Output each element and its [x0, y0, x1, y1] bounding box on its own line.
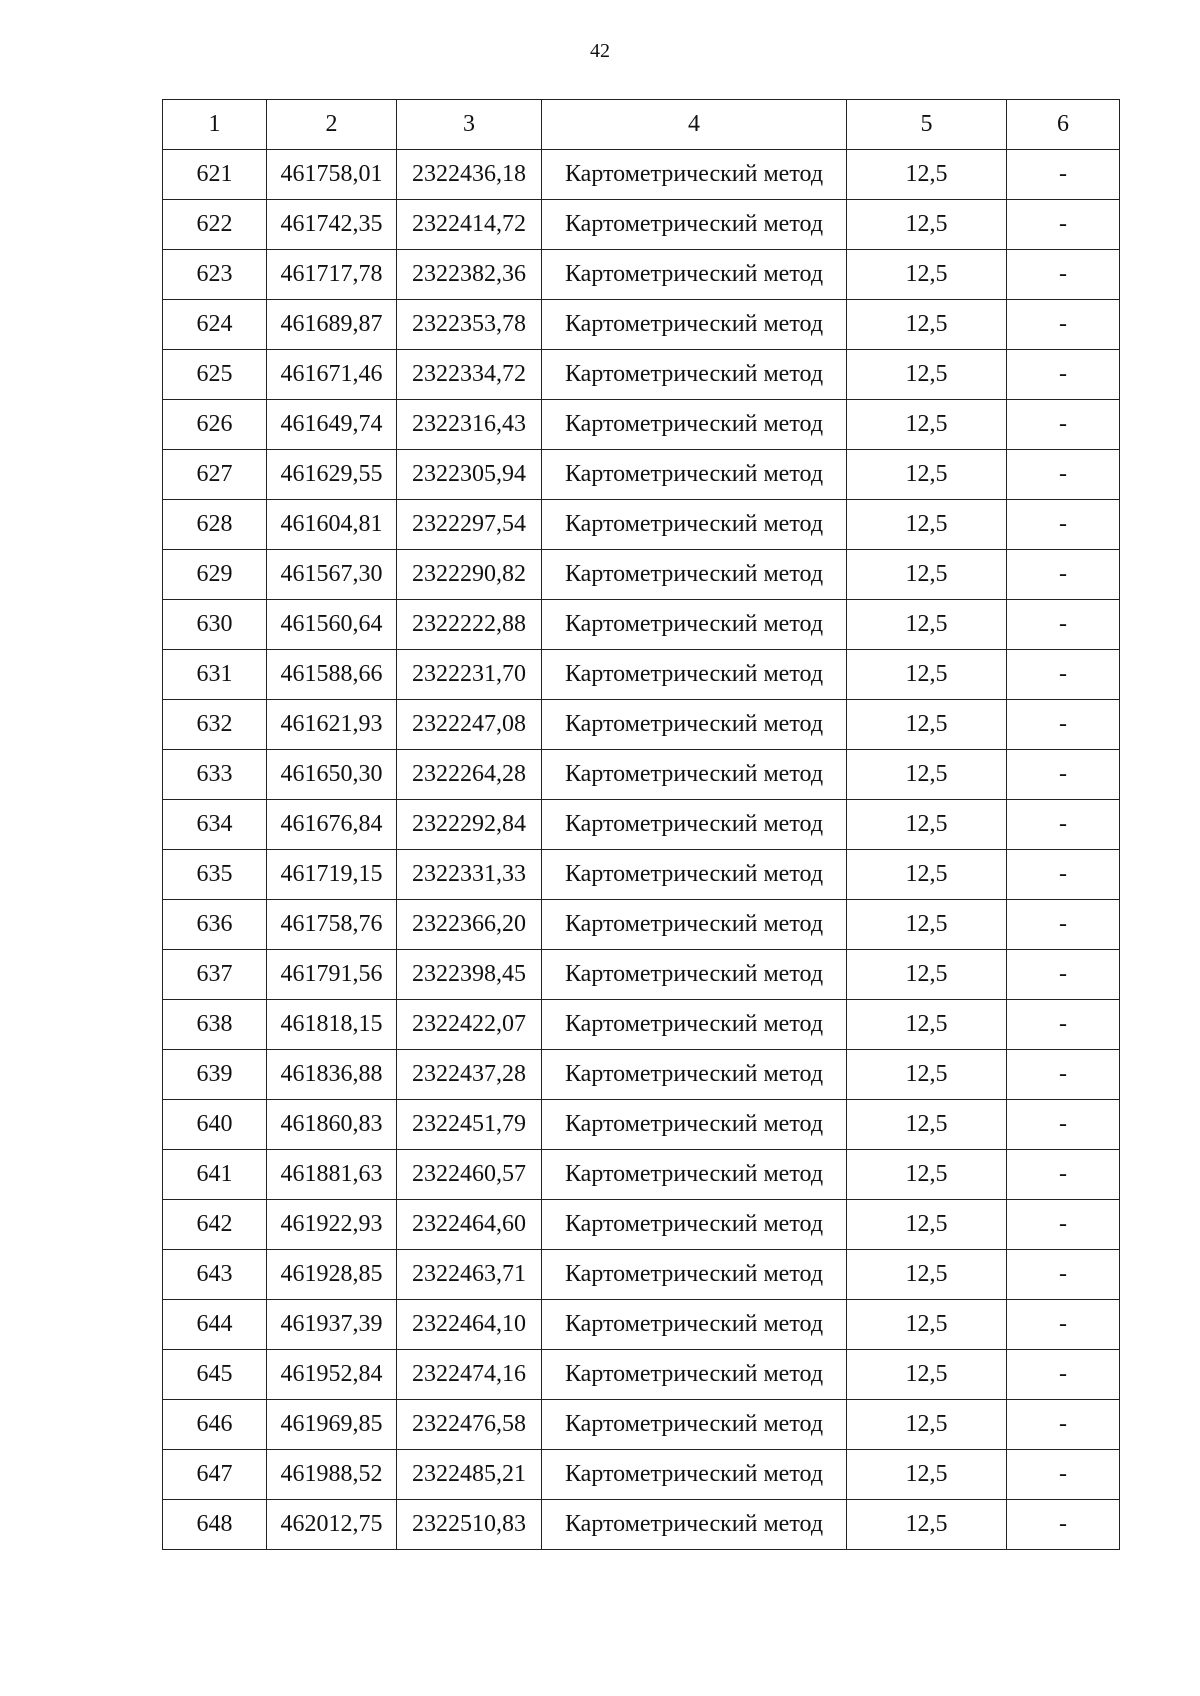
accuracy-cell: 12,5: [847, 650, 1007, 700]
point-number-cell: 628: [163, 500, 267, 550]
page-number: 42: [590, 40, 610, 62]
method-cell: Картометрический метод: [542, 1350, 847, 1400]
accuracy-cell: 12,5: [847, 550, 1007, 600]
note-cell: -: [1007, 1500, 1120, 1550]
method-cell: Картометрический метод: [542, 250, 847, 300]
x-coordinate-cell: 461671,46: [267, 350, 397, 400]
x-coordinate-cell: 461650,30: [267, 750, 397, 800]
accuracy-cell: 12,5: [847, 350, 1007, 400]
x-coordinate-cell: 461676,84: [267, 800, 397, 850]
point-number-cell: 621: [163, 150, 267, 200]
note-cell: -: [1007, 250, 1120, 300]
method-cell: Картометрический метод: [542, 150, 847, 200]
table-row: [163, 800, 1120, 850]
point-number-cell: 626: [163, 400, 267, 450]
y-coordinate-cell: 2322436,18: [397, 150, 542, 200]
note-cell: -: [1007, 550, 1120, 600]
table-row: [163, 1150, 1120, 1200]
table-row: [163, 1350, 1120, 1400]
method-cell: Картометрический метод: [542, 700, 847, 750]
point-number-cell: 622: [163, 200, 267, 250]
note-cell: -: [1007, 1450, 1120, 1500]
x-coordinate-cell: 461758,76: [267, 900, 397, 950]
y-coordinate-cell: 2322485,21: [397, 1450, 542, 1500]
method-cell: Картометрический метод: [542, 1150, 847, 1200]
accuracy-cell: 12,5: [847, 1450, 1007, 1500]
accuracy-cell: 12,5: [847, 1300, 1007, 1350]
accuracy-cell: 12,5: [847, 300, 1007, 350]
y-coordinate-cell: 2322353,78: [397, 300, 542, 350]
method-cell: Картометрический метод: [542, 550, 847, 600]
accuracy-cell: 12,5: [847, 800, 1007, 850]
point-number-cell: 645: [163, 1350, 267, 1400]
point-number-cell: 648: [163, 1500, 267, 1550]
table-row: [163, 400, 1120, 450]
y-coordinate-cell: 2322474,16: [397, 1350, 542, 1400]
accuracy-cell: 12,5: [847, 1400, 1007, 1450]
y-coordinate-cell: 2322464,10: [397, 1300, 542, 1350]
accuracy-cell: 12,5: [847, 600, 1007, 650]
x-coordinate-cell: 461818,15: [267, 1000, 397, 1050]
header-row: [163, 100, 1120, 150]
table-row: [163, 300, 1120, 350]
note-cell: -: [1007, 200, 1120, 250]
table-row: [163, 850, 1120, 900]
method-cell: Картометрический метод: [542, 450, 847, 500]
method-cell: Картометрический метод: [542, 850, 847, 900]
x-coordinate-cell: 461928,85: [267, 1250, 397, 1300]
y-coordinate-cell: 2322316,43: [397, 400, 542, 450]
y-coordinate-cell: 2322510,83: [397, 1500, 542, 1550]
x-coordinate-cell: 461881,63: [267, 1150, 397, 1200]
header-cell: 6: [1007, 100, 1120, 150]
header-cell: 4: [542, 100, 847, 150]
y-coordinate-cell: 2322422,07: [397, 1000, 542, 1050]
table-row: [163, 700, 1120, 750]
note-cell: -: [1007, 500, 1120, 550]
point-number-cell: 627: [163, 450, 267, 500]
accuracy-cell: 12,5: [847, 700, 1007, 750]
note-cell: -: [1007, 1350, 1120, 1400]
point-number-cell: 633: [163, 750, 267, 800]
x-coordinate-cell: 461560,64: [267, 600, 397, 650]
x-coordinate-cell: 461649,74: [267, 400, 397, 450]
y-coordinate-cell: 2322460,57: [397, 1150, 542, 1200]
x-coordinate-cell: 461629,55: [267, 450, 397, 500]
note-cell: -: [1007, 350, 1120, 400]
note-cell: -: [1007, 900, 1120, 950]
method-cell: Картометрический метод: [542, 400, 847, 450]
point-number-cell: 637: [163, 950, 267, 1000]
note-cell: -: [1007, 1200, 1120, 1250]
table-row: [163, 200, 1120, 250]
note-cell: -: [1007, 300, 1120, 350]
table-row: [163, 1400, 1120, 1450]
note-cell: -: [1007, 750, 1120, 800]
note-cell: -: [1007, 450, 1120, 500]
y-coordinate-cell: 2322247,08: [397, 700, 542, 750]
x-coordinate-cell: 461791,56: [267, 950, 397, 1000]
accuracy-cell: 12,5: [847, 150, 1007, 200]
y-coordinate-cell: 2322463,71: [397, 1250, 542, 1300]
y-coordinate-cell: 2322231,70: [397, 650, 542, 700]
table-row: [163, 950, 1120, 1000]
accuracy-cell: 12,5: [847, 1050, 1007, 1100]
accuracy-cell: 12,5: [847, 200, 1007, 250]
point-number-cell: 624: [163, 300, 267, 350]
method-cell: Картометрический метод: [542, 800, 847, 850]
y-coordinate-cell: 2322476,58: [397, 1400, 542, 1450]
method-cell: Картометрический метод: [542, 500, 847, 550]
point-number-cell: 630: [163, 600, 267, 650]
y-coordinate-cell: 2322222,88: [397, 600, 542, 650]
x-coordinate-cell: 461567,30: [267, 550, 397, 600]
table-body: [163, 150, 1120, 1550]
y-coordinate-cell: 2322292,84: [397, 800, 542, 850]
accuracy-cell: 12,5: [847, 1200, 1007, 1250]
accuracy-cell: 12,5: [847, 1250, 1007, 1300]
method-cell: Картометрический метод: [542, 350, 847, 400]
accuracy-cell: 12,5: [847, 1500, 1007, 1550]
y-coordinate-cell: 2322366,20: [397, 900, 542, 950]
accuracy-cell: 12,5: [847, 1350, 1007, 1400]
y-coordinate-cell: 2322290,82: [397, 550, 542, 600]
accuracy-cell: 12,5: [847, 250, 1007, 300]
table-row: [163, 500, 1120, 550]
table-row: [163, 1300, 1120, 1350]
point-number-cell: 625: [163, 350, 267, 400]
point-number-cell: 634: [163, 800, 267, 850]
y-coordinate-cell: 2322414,72: [397, 200, 542, 250]
table-row: [163, 1200, 1120, 1250]
note-cell: -: [1007, 150, 1120, 200]
x-coordinate-cell: 461836,88: [267, 1050, 397, 1100]
y-coordinate-cell: 2322297,54: [397, 500, 542, 550]
table-row: [163, 550, 1120, 600]
x-coordinate-cell: 461758,01: [267, 150, 397, 200]
note-cell: -: [1007, 1300, 1120, 1350]
x-coordinate-cell: 461742,35: [267, 200, 397, 250]
point-number-cell: 644: [163, 1300, 267, 1350]
y-coordinate-cell: 2322305,94: [397, 450, 542, 500]
method-cell: Картометрический метод: [542, 1300, 847, 1350]
note-cell: -: [1007, 650, 1120, 700]
note-cell: -: [1007, 800, 1120, 850]
table-row: [163, 900, 1120, 950]
method-cell: Картометрический метод: [542, 650, 847, 700]
table-row: [163, 250, 1120, 300]
x-coordinate-cell: 461604,81: [267, 500, 397, 550]
y-coordinate-cell: 2322451,79: [397, 1100, 542, 1150]
point-number-cell: 640: [163, 1100, 267, 1150]
method-cell: Картометрический метод: [542, 750, 847, 800]
table-row: [163, 600, 1120, 650]
y-coordinate-cell: 2322464,60: [397, 1200, 542, 1250]
point-number-cell: 641: [163, 1150, 267, 1200]
accuracy-cell: 12,5: [847, 900, 1007, 950]
point-number-cell: 639: [163, 1050, 267, 1100]
header-cell: 2: [267, 100, 397, 150]
table-row: [163, 750, 1120, 800]
accuracy-cell: 12,5: [847, 400, 1007, 450]
y-coordinate-cell: 2322264,28: [397, 750, 542, 800]
table-row: [163, 1250, 1120, 1300]
x-coordinate-cell: 461922,93: [267, 1200, 397, 1250]
accuracy-cell: 12,5: [847, 1150, 1007, 1200]
table-row: [163, 1100, 1120, 1150]
method-cell: Картометрический метод: [542, 1200, 847, 1250]
point-number-cell: 643: [163, 1250, 267, 1300]
table-row: [163, 1450, 1120, 1500]
method-cell: Картометрический метод: [542, 200, 847, 250]
x-coordinate-cell: 461588,66: [267, 650, 397, 700]
table-row: [163, 150, 1120, 200]
table-row: [163, 450, 1120, 500]
point-number-cell: 631: [163, 650, 267, 700]
accuracy-cell: 12,5: [847, 500, 1007, 550]
y-coordinate-cell: 2322334,72: [397, 350, 542, 400]
method-cell: Картометрический метод: [542, 1500, 847, 1550]
note-cell: -: [1007, 600, 1120, 650]
method-cell: Картометрический метод: [542, 1450, 847, 1500]
point-number-cell: 647: [163, 1450, 267, 1500]
x-coordinate-cell: 461719,15: [267, 850, 397, 900]
point-number-cell: 638: [163, 1000, 267, 1050]
method-cell: Картометрический метод: [542, 1100, 847, 1150]
note-cell: -: [1007, 700, 1120, 750]
note-cell: -: [1007, 850, 1120, 900]
y-coordinate-cell: 2322437,28: [397, 1050, 542, 1100]
x-coordinate-cell: 462012,75: [267, 1500, 397, 1550]
point-number-cell: 635: [163, 850, 267, 900]
point-number-cell: 623: [163, 250, 267, 300]
x-coordinate-cell: 461969,85: [267, 1400, 397, 1450]
table-row: [163, 1000, 1120, 1050]
method-cell: Картометрический метод: [542, 1000, 847, 1050]
note-cell: -: [1007, 1250, 1120, 1300]
point-number-cell: 646: [163, 1400, 267, 1450]
table-row: [163, 1050, 1120, 1100]
note-cell: -: [1007, 1400, 1120, 1450]
method-cell: Картометрический метод: [542, 1250, 847, 1300]
note-cell: -: [1007, 400, 1120, 450]
x-coordinate-cell: 461860,83: [267, 1100, 397, 1150]
table-row: [163, 350, 1120, 400]
header-cell: 5: [847, 100, 1007, 150]
y-coordinate-cell: 2322398,45: [397, 950, 542, 1000]
method-cell: Картометрический метод: [542, 1400, 847, 1450]
accuracy-cell: 12,5: [847, 1100, 1007, 1150]
method-cell: Картометрический метод: [542, 600, 847, 650]
header-cell: 1: [163, 100, 267, 150]
table-row: [163, 1500, 1120, 1550]
x-coordinate-cell: 461717,78: [267, 250, 397, 300]
table-row: [163, 650, 1120, 700]
note-cell: -: [1007, 950, 1120, 1000]
point-number-cell: 636: [163, 900, 267, 950]
accuracy-cell: 12,5: [847, 1000, 1007, 1050]
note-cell: -: [1007, 1150, 1120, 1200]
x-coordinate-cell: 461937,39: [267, 1300, 397, 1350]
point-number-cell: 629: [163, 550, 267, 600]
x-coordinate-cell: 461689,87: [267, 300, 397, 350]
point-number-cell: 632: [163, 700, 267, 750]
x-coordinate-cell: 461988,52: [267, 1450, 397, 1500]
method-cell: Картометрический метод: [542, 1050, 847, 1100]
point-number-cell: 642: [163, 1200, 267, 1250]
accuracy-cell: 12,5: [847, 850, 1007, 900]
note-cell: -: [1007, 1050, 1120, 1100]
x-coordinate-cell: 461952,84: [267, 1350, 397, 1400]
method-cell: Картометрический метод: [542, 900, 847, 950]
header-cell: 3: [397, 100, 542, 150]
method-cell: Картометрический метод: [542, 300, 847, 350]
y-coordinate-cell: 2322331,33: [397, 850, 542, 900]
accuracy-cell: 12,5: [847, 950, 1007, 1000]
y-coordinate-cell: 2322382,36: [397, 250, 542, 300]
accuracy-cell: 12,5: [847, 750, 1007, 800]
note-cell: -: [1007, 1100, 1120, 1150]
method-cell: Картометрический метод: [542, 950, 847, 1000]
x-coordinate-cell: 461621,93: [267, 700, 397, 750]
accuracy-cell: 12,5: [847, 450, 1007, 500]
coordinates-table: [162, 99, 1120, 1550]
note-cell: -: [1007, 1000, 1120, 1050]
